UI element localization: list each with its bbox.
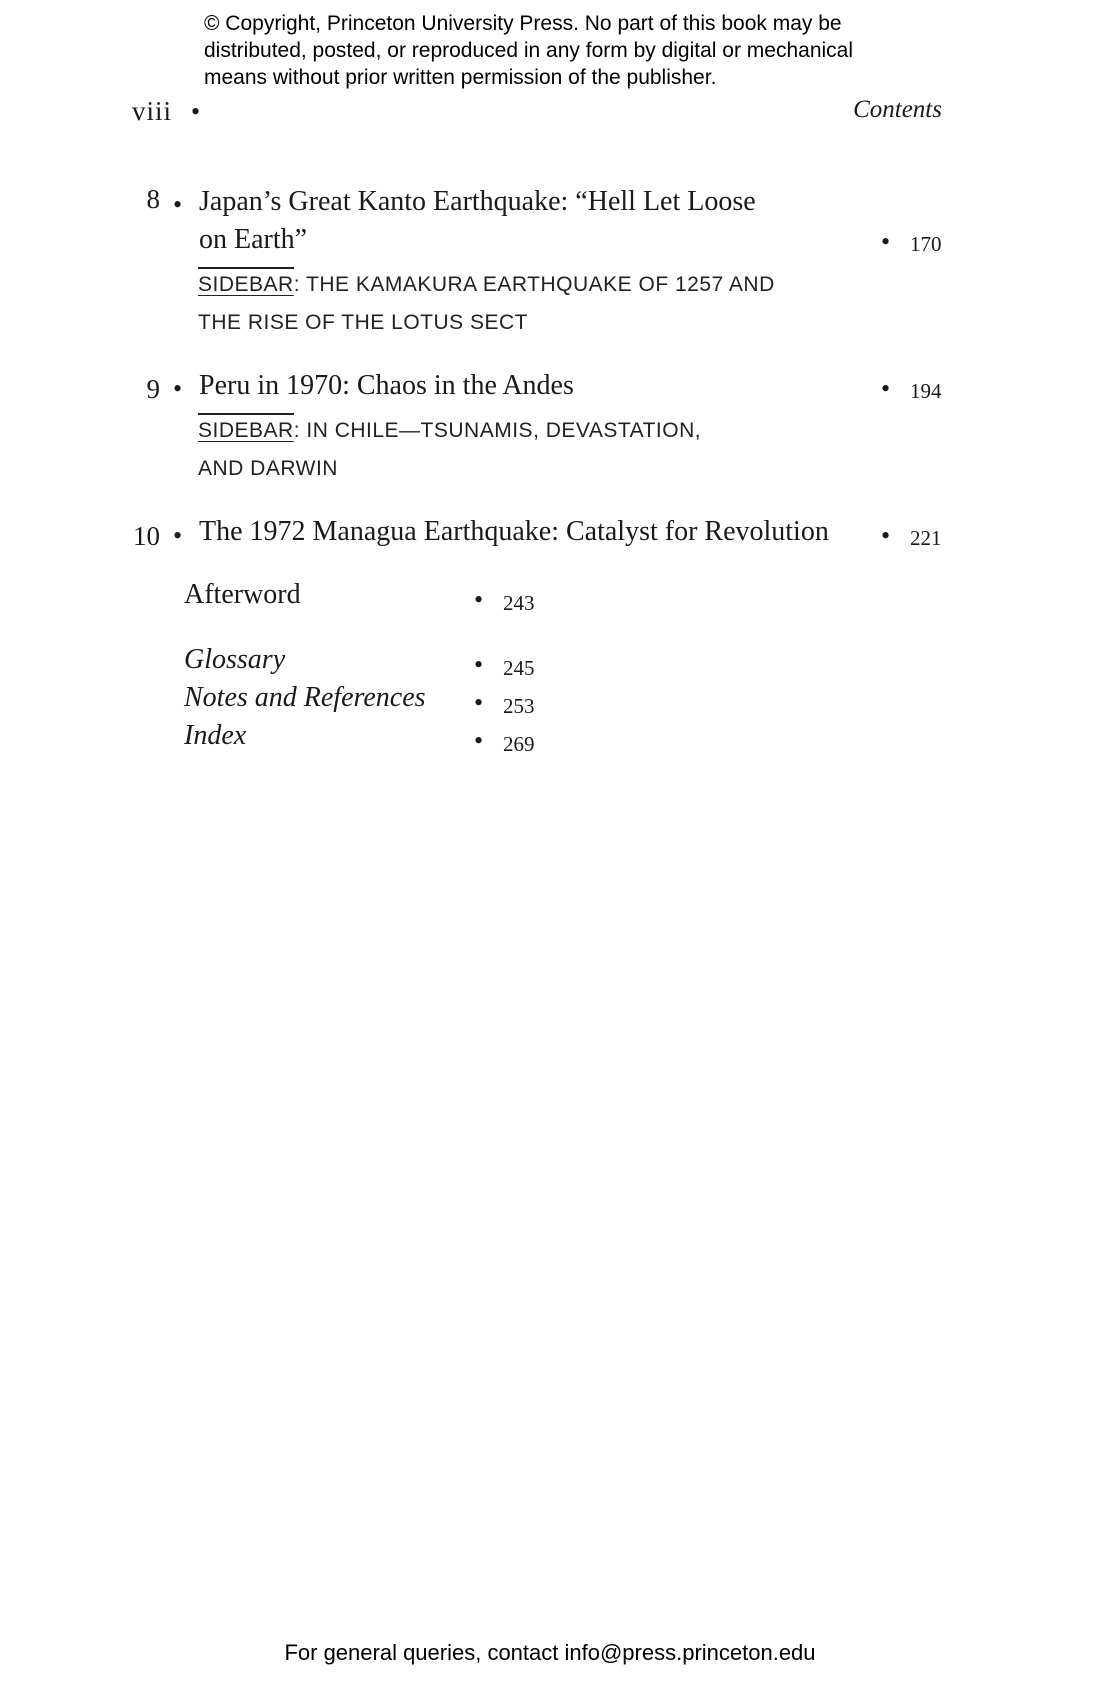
bullet-separator: • <box>191 97 201 126</box>
back-matter-title: Glossary <box>184 644 286 675</box>
page-number: 245 <box>503 656 535 680</box>
copyright-notice <box>204 10 964 91</box>
sidebar-entry <box>198 412 701 488</box>
page-number: 170 <box>910 232 942 256</box>
chapter-title: The 1972 Managua Earthquake: Catalyst for Revolution <box>199 516 829 547</box>
page-number: 253 <box>503 694 535 718</box>
bullet-separator: • <box>474 585 484 614</box>
bullet-separator: • <box>173 190 183 219</box>
sidebar-label: SIDEBAR <box>198 419 294 442</box>
sidebar-title-continued: THE RISE OF THE LOTUS SECT <box>198 311 528 334</box>
bullet-separator: • <box>173 374 183 403</box>
copyright-line: means without prior written permission of the publisher. <box>204 66 717 89</box>
chapter-title-continued: on Earth” <box>199 224 308 255</box>
chapter-title: Peru in 1970: Chaos in the Andes <box>199 370 574 401</box>
page-folio: viii <box>132 96 173 126</box>
bullet-separator: • <box>474 726 484 755</box>
chapter-number: 10 <box>133 521 160 551</box>
back-matter-title: Notes and References <box>184 682 426 713</box>
back-matter-title: Afterword <box>184 579 301 610</box>
page-number: 194 <box>910 379 942 403</box>
chapter-number: 8 <box>146 184 160 214</box>
sidebar-entry <box>198 266 775 342</box>
bullet-separator: • <box>881 227 891 256</box>
page-header <box>132 96 942 130</box>
copyright-line: © Copyright, Princeton University Press. No part of this book may be <box>204 12 842 35</box>
page-number: 243 <box>503 591 535 615</box>
footer-contact: For general queries, contact info@press.princeton.edu <box>284 1640 816 1665</box>
sidebar-label: SIDEBAR <box>198 273 294 296</box>
bullet-separator: • <box>881 374 891 403</box>
page-number: 269 <box>503 732 535 756</box>
sidebar-title: : THE KAMAKURA EARTHQUAKE OF 1257 AND <box>293 273 775 296</box>
copyright-line: distributed, posted, or reproduced in any form by digital or mechanical <box>204 39 854 62</box>
chapter-title: Japan’s Great Kanto Earthquake: “Hell Let Loose <box>199 186 756 217</box>
bullet-separator: • <box>474 688 484 717</box>
page-number: 221 <box>910 526 942 550</box>
back-matter-title: Index <box>184 720 247 751</box>
bullet-separator: • <box>173 521 183 550</box>
bullet-separator: • <box>881 521 891 550</box>
bullet-separator: • <box>474 650 484 679</box>
sidebar-title: : IN CHILE—TSUNAMIS, DEVASTATION, <box>293 419 702 442</box>
sidebar-title-continued: AND DARWIN <box>198 457 338 480</box>
chapter-number: 9 <box>146 374 160 404</box>
running-head: Contents <box>853 96 942 123</box>
